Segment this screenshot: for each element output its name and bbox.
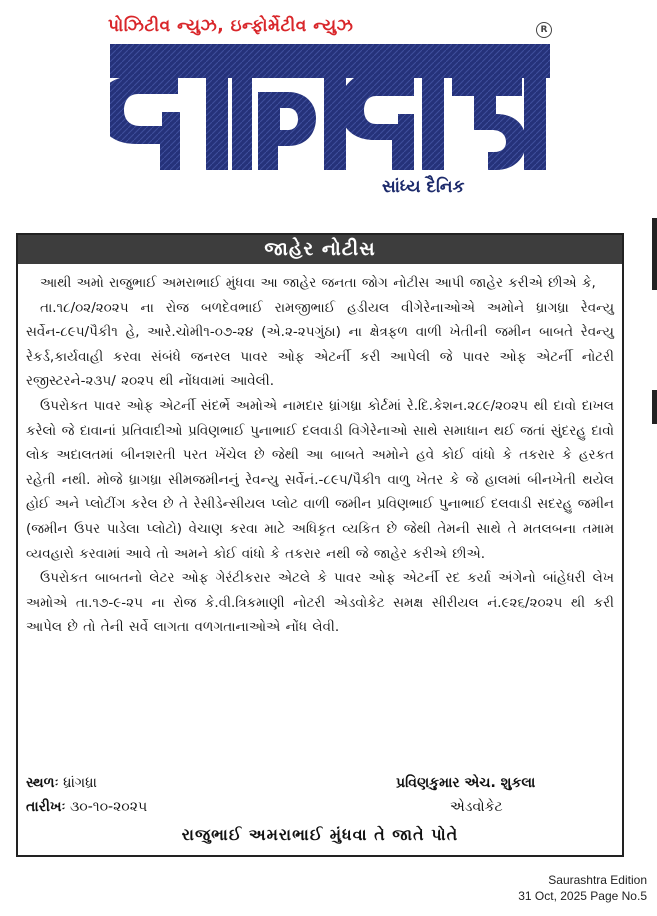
edition-date-page: 31 Oct, 2025 Page No.5 [518,889,647,903]
notice-paragraph: તા.૧૮/૦૨/૨૦૨૫ ના રોજ બળદેવભાઈ રામજીભાઈ હડીયલ વીગેરેનાઓએ અમોને ધ્રાગધ્રા રેવન્યુ સર્વેન-૮૯૫/પૈકી૧ હે, આરે.ચોમી૧-૦૭-૨૪ (એ.૨-૨૫ગુંઠા) ના ક્ષેત્રફળ વાળી ખેતીની જમીન બાબતે રેવન્યુ રેકર્ડ,કાર્યવાહી કરવા સંબંધે જનરલ પાવર ઓફ એટર્ની કરી આપેલી જે પાવર ઓફ એટર્ની નોટરી રજીસ્ટરને-૨૩૫/ ૨૦૨૫ થી નોંધવામાં આવેલી. [26,299,614,390]
notice-paragraph: આથી અમો રાજુભાઈ અમરાભાઈ મુંધવા આ જાહેર જનતા જોગ નોટીસ આપી જાહેર કરીએ છીએ કે, [40,275,596,291]
signature-block [26,771,616,819]
edition-info [518,872,647,904]
masthead [0,0,657,210]
place-label: સ્થળઃ [26,775,59,791]
place-value: ધ્રાંગધ્રા [63,775,97,791]
edge-bar [652,218,657,290]
notice-body [26,271,614,640]
notice-heading: જાહેર નોટીસ [18,235,622,264]
registered-trademark-icon: R [536,22,552,38]
public-notice-box [16,233,624,857]
masthead-subtitle: સાંધ્ય દૈનિક [382,177,465,197]
masthead-tagline: પોઝિટીવ ન્યુઝ, ઇન્ફોર્મેટીવ ન્યુઝ [108,16,354,36]
signatory-title: એડવોકેટ [450,799,503,815]
notice-footer-name: રાજુભાઈ અમરાભાઈ મુંધવા તે જાતે પોતે [181,825,459,844]
notice-paragraph: ઉપરોકત બાબતનો લેટર ઓફ ગેરંટીકરાર એટલે કે પાવર ઓફ એટર્ની રદ કર્યા અંગેનો બાંહેધરી લેખ અમોએ તા.૧૭-૯-૨૫ ના રોજ કે.વી.ત્રિકમાણી નોટરી એડવોકેટ સમક્ષ સીરીયલ નં.૯૨૬/૨૦૨૫ થી કરી આપેલ છે તો તેની સર્વે લાગતા વળગતાનાઓએ નોંધ લેવી. [26,570,614,636]
notice-paragraph: ઉપરોકત પાવર ઓફ એટર્ની સંદર્ભે અમોએ નામદાર ધ્રાંગધ્રા કોર્ટમાં રે.દિ.કેશન.૨૮૯/૨૦૨૫ થી દાવો દાખલ કરેલો જે દાવાનાં પ્રતિવાદીઓ પ્રવિણભાઈ પુનાભાઈ દલવાડી વિગેરેનાઓ સાથે સમાધાન થઈ જતાં સુંદરહુ દાવો લોક અદાલતમાં બીનશરતી પરત ખેંચેલ છે જેથી આ બાબતે અમોને હવે કોઈ વાંધો કે તકરાર કે હરકત રહેતી નથી. મોજે ધ્રાગધ્રા સીમજમીનનું રેવન્યુ સર્વેનં.-૮૯૫/પૈકી૧ વાળુ ખેતર કે જે હાલમાં બીનખેતી થયેલ હોઈ અને પ્લોટીંગ કરેલ છે તે રેસીડેન્સીયલ પ્લોટ વાળી જમીન પ્રવિણભાઈ પુનાભાઈ દલવાડી સદરહુ જમીન (જમીન ઉપર પાડેલા પ્લોટો) વેચાણ કરવા માટે અધિકૃત વ્યકિત છે જેથી તેમની સાથે તે મતલબના તમામ વ્યવહારો કરવામાં આવે તો અમને કોઈ વાંધો કે તકરાર નથી જે જાહેર કરીએ છીએ. [26,397,614,562]
date-label: તારીખઃ [26,799,66,815]
edition-name: Saurashtra Edition [548,873,647,887]
abtak-logo [110,44,550,170]
edge-bar [652,390,657,424]
date-value: ૩૦-૧૦-૨૦૨૫ [69,799,148,815]
signatory-name: પ્રવિણકુમાર એચ. શુકલા [396,775,536,791]
